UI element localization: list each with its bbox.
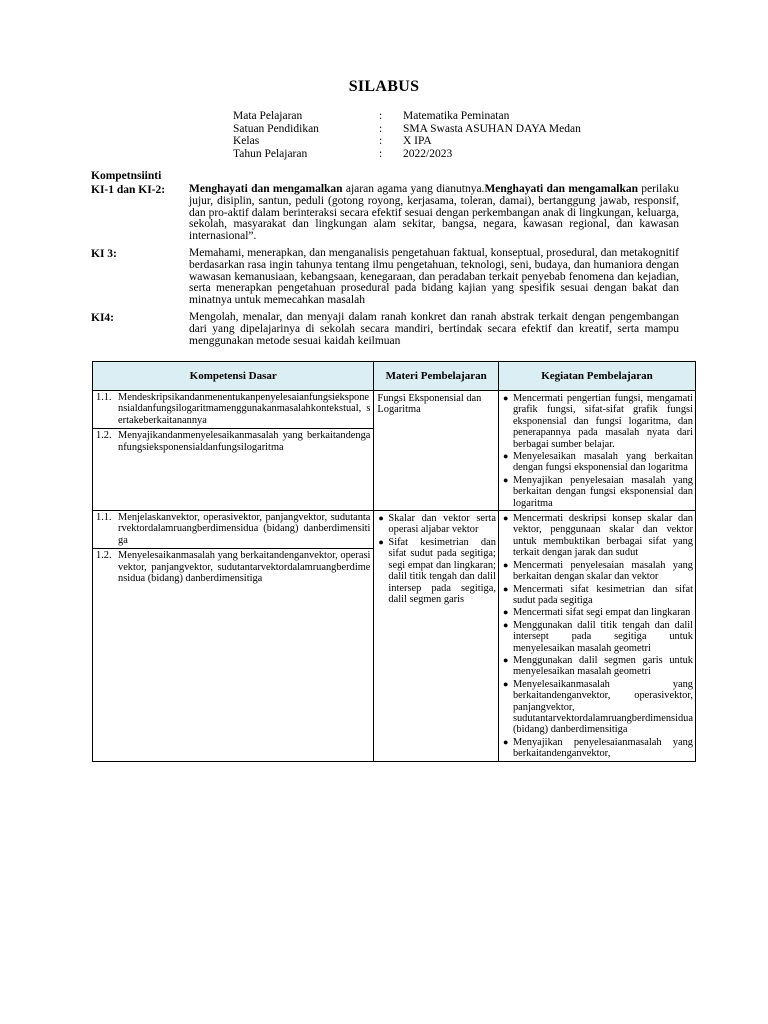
kegiatan-list [499, 391, 695, 509]
list-item [503, 679, 693, 736]
list-item [503, 620, 693, 654]
kd-text: Menjelaskanvektor, operasivektor, panjangvektor, sudutantarvektordalamruangberdimensidua (bidang) danberdimensitiga [118, 512, 371, 546]
bullet-icon: ● [502, 678, 509, 689]
ki-heading: Kompetnsiinti [91, 170, 162, 182]
list-item [503, 737, 693, 760]
list-item-text: Menyelesaikanmasalah yang berkaitandenganvektor, operasivektor, panjangvektor, sudutantarvektordalamruangberdimensidua (bidang) danberdimensitiga [512, 678, 693, 736]
ki-text: Memahami, menerapkan, dan menganalisis pengetahuan faktual, konseptual, prosedural, dan metakognitif berdasarkan rasa ingin tahunya tentang ilmu pengetahuan, teknologi, seni, budaya, dan humaniora dengan wawasan kemanusiaan, kebangsaan, kenegaraan, dan peradaban terkait penyebab fenomena dan kejadian, serta menerapkan pengetahuan prosedural pada bidang kajian yang spesifik sesuai dengan bakat dan minatnya untuk memecahkan masalah [189, 247, 679, 307]
ki-label: KI4: [91, 312, 114, 324]
list-item-text: Mencermati deskripsi konsep skalar dan vektor, penggunaan skalar dan vektor untuk membuktikan berbagai sifat yang terkait dengan jarak dan sudut [512, 513, 693, 559]
meta-row [233, 123, 581, 136]
meta-block [233, 110, 581, 160]
ki-lead: Menghayati dan mengamalkan [189, 183, 343, 195]
list-item-text: Mencermati penyelesaian masalah yang berkaitan dengan skalar dan vektor [512, 559, 693, 583]
bullet-icon: ● [502, 513, 509, 524]
meta-colon: : [379, 147, 383, 160]
bullet-icon: ● [378, 536, 384, 547]
ki-4 [91, 312, 679, 347]
kd-text: Menyajikandanmenyelesaikanmasalah yang berkaitandenganfungsieksponensialdanfungsilogaritma [118, 430, 371, 453]
list-item-text: Mencermati sifat kesimetrian dan sifat sudut pada segitiga [512, 583, 693, 606]
list-item-text: Skalar dan vektor serta operasi aljabar vektor [388, 513, 496, 536]
syllabus-table [92, 361, 696, 762]
list-item [503, 451, 693, 474]
kegiatan-cell [498, 511, 695, 762]
list-item [378, 513, 496, 536]
ki-text: Mengolah, menalar, dan menyaji dalam ranah konkret dan ranah abstrak terkait dengan pengembangan dari yang dipelajarinya di sekolah secara mandiri, bertindak secara efektif dan kreatif, serta mampu menggunakan metode sesuai kaidah keilmuan [189, 311, 679, 347]
materi-cell [374, 391, 499, 511]
kd-cell [93, 511, 374, 762]
list-item-text: Mencermati pengertian fungsi, mengamati grafik fungsi, sifat-sifat grafik fungsi eksponensial dan fungsi logaritma, dan penerapannya pada masalah nyata dari berbagai sumber belajar. [512, 393, 693, 450]
kd-item [93, 548, 373, 586]
ki-label: KI-1 dan KI-2: [91, 184, 166, 196]
kegiatan-list [499, 511, 695, 760]
bullet-icon: ● [502, 654, 509, 665]
kd-text: Menyelesaikanmasalah yang berkaitandenganvektor, operasivektor, panjangvektor, sudutantarvektordalamruangberdimensidua (bidang) danberdimensitiga [118, 550, 371, 585]
kd-number: 1.2. [96, 550, 112, 562]
list-item [503, 655, 693, 678]
list-item-text: Menggunakan dalil titik tengah dan dalil intersept pada segitiga untuk menyelesaikan masalah geometri [512, 619, 693, 654]
list-item [503, 584, 693, 607]
table-row [93, 391, 696, 511]
ki-3 [91, 248, 679, 307]
list-item [503, 393, 693, 450]
bullet-icon: ● [502, 619, 509, 630]
meta-row [233, 148, 581, 161]
materi-cell [374, 511, 499, 762]
meta-row [233, 135, 581, 148]
meta-value: X IPA [403, 135, 432, 148]
meta-colon: : [379, 110, 383, 122]
ki-lead: Menghayati dan mengamalkan [484, 183, 638, 195]
meta-row [233, 110, 581, 123]
bullet-icon: ● [378, 513, 384, 524]
list-item-text: Mencermati sifat segi empat dan lingkaran [512, 607, 691, 619]
ki-text-part: ajaran agama yang dianutnya. [342, 183, 485, 195]
list-item-text: Menyajikan penyelesaianmasalah yang berkaitandenganvektor, [512, 736, 693, 760]
bullet-icon: ● [502, 474, 509, 485]
materi-list [374, 511, 498, 605]
kd-number: 1.1. [96, 512, 112, 524]
meta-label: Kelas [233, 135, 260, 148]
bullet-icon: ● [502, 736, 509, 747]
meta-label: Mata Pelajaran [233, 110, 303, 122]
table-row [93, 511, 696, 762]
list-item [503, 475, 693, 509]
list-item-text: Menyajikan penyelesaian masalah yang berkaitan dengan fungsi eksponensial dan logaritma [512, 474, 693, 509]
meta-colon: : [379, 135, 383, 148]
header-kompetensi-dasar: Kompetensi Dasar [93, 362, 374, 391]
ki-text-part: perilaku jujur, disiplin, santun, peduli (gotong royong, kerjasama, toleran, damai), bertanggung jawab, responsif, dan pro-aktif dalam berinteraksi secara efektif sesuai dengan perkembangan anak di lingkungan, keluarga, sekolah, masyarakat dan lingkungan alam sekitar, bangsa, negara, kawasan regional, dan kawasan internasional”. [189, 183, 679, 243]
kd-item [93, 428, 373, 455]
ki-text [189, 184, 679, 243]
header-kegiatan: Kegiatan Pembelajaran [498, 362, 695, 391]
bullet-icon: ● [502, 583, 509, 594]
list-item [503, 560, 693, 583]
bullet-icon: ● [502, 559, 509, 570]
document-title: SILABUS [348, 78, 420, 95]
materi-text: Fungsi Eksponensial dan Logaritma [377, 393, 482, 416]
kd-number: 1.1. [96, 392, 112, 403]
table-header-row [93, 362, 696, 391]
list-item-text: Sifat kesimetrian dan sifat sudut pada segitiga; segi empat dan lingkaran; dalil titik tengah dan dalil intersep pada segitiga, dalil segmen garis [388, 536, 496, 605]
ki-label: KI 3: [91, 248, 117, 260]
kd-cell [93, 391, 374, 511]
meta-label: Satuan Pendidikan [233, 122, 319, 135]
list-item-text: Menggunakan dalil segmen garis untuk menyelesaikan masalah geometri [512, 654, 693, 678]
list-item-text: Menyelesaikan masalah yang berkaitan dengan fungsi eksponensial dan logaritma [512, 451, 693, 474]
meta-value: 2022/2023 [403, 147, 453, 160]
kegiatan-cell [498, 391, 695, 511]
meta-colon: : [379, 122, 383, 135]
list-item [503, 607, 693, 618]
list-item [503, 513, 693, 559]
bullet-icon: ● [502, 451, 509, 462]
header-materi: Materi Pembelajaran [374, 362, 499, 391]
meta-value: SMA Swasta ASUHAN DAYA Medan [403, 122, 581, 135]
kd-number: 1.2. [96, 430, 112, 442]
meta-value: Matematika Peminatan [403, 110, 510, 122]
kd-item [93, 511, 373, 548]
ki-1-2 [91, 184, 679, 243]
kd-text: Mendeskripsikandanmenentukanpenyelesaianfungsieksponensialdanfungsilogaritmamenggunakanmasalahkontekstual, sertakeberkaitanannya [118, 392, 371, 426]
list-item [378, 537, 496, 605]
kd-item [93, 391, 373, 428]
meta-label: Tahun Pelajaran [233, 147, 308, 160]
bullet-icon: ● [502, 607, 509, 618]
bullet-icon: ● [502, 393, 509, 403]
